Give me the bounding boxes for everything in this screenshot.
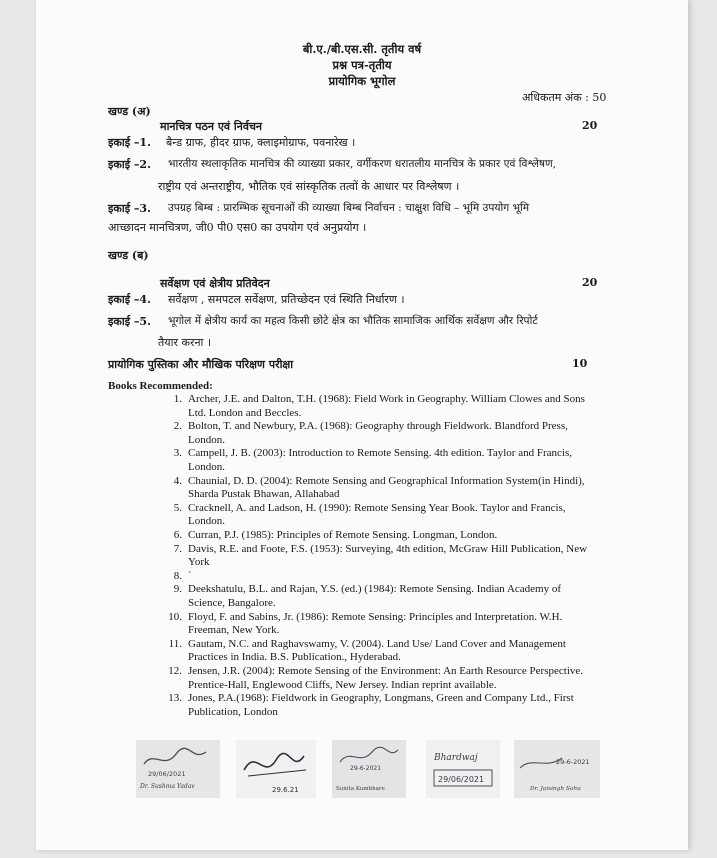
book-text-line: Deekshatulu, B.L. and Rajan, Y.S. (ed.) (1984): Remote Sensing. Indian Academy of [188, 583, 562, 596]
section-a-marks: 20 [582, 119, 598, 132]
book-text-line: Davis, R.E. and Foote, F.S. (1953): Surveying, 4th edition, McGraw Hill Publication, New [188, 542, 588, 555]
signature-4-date: 29/06/2021 [438, 775, 485, 784]
book-number: 9. [173, 583, 182, 596]
signature-5-date: 29-6-2021 [556, 758, 590, 766]
unit-3-text-line1: उपग्रह बिम्ब : प्रारम्भिक सूचनाओं की व्याख्या बिम्ब निर्वाचन : चाक्षुश विधि – भूमि उपयोग भूमि [168, 202, 530, 214]
unit-2-text-line2: राष्ट्रीय एवं अन्तराष्ट्रीय, भौतिक एवं सांस्कृतिक तत्वों के आधार पर विश्लेषण । [158, 180, 460, 193]
header-line1: बी.ए./बी.एस.सी. तृतीय वर्ष [302, 42, 422, 56]
unit-1-label: इकाई –1. [108, 136, 151, 149]
unit-2-label: इकाई –2. [108, 158, 151, 171]
signature-3-date: 29-6-2021 [350, 765, 382, 772]
books-heading: Books Recommended: [108, 380, 213, 392]
unit-5-text-line2: तैयार करना । [158, 336, 212, 349]
book-number: 2. [173, 420, 182, 433]
book-text-line: Science, Bangalore. [188, 596, 276, 609]
book-text-line: Prentice-Hall, Englewood Cliffs, New Jersey. Indian reprint available. [188, 678, 497, 691]
max-marks: अधिकतम अंक : 50 [522, 91, 607, 104]
signature-5 [514, 740, 600, 798]
section-b-marks: 20 [582, 276, 598, 289]
book-number: 12. [168, 665, 182, 677]
book-number: 7. [173, 542, 182, 555]
book-text-line: London. [188, 515, 225, 528]
book-number: 3. [173, 447, 182, 460]
book-text-line: Jones, P.A.(1968): Fieldwork in Geography, Longmans, Green and Company Ltd., First [188, 692, 574, 705]
practical-marks: 10 [572, 357, 588, 370]
book-number: 11. [168, 637, 182, 650]
unit-1-text: बैन्ड ग्राफ, हीदर ग्राफ, क्लाइमोग्राफ, पवनारेख । [166, 136, 356, 149]
unit-3-label: इकाई –3. [108, 202, 151, 215]
section-a-label: खण्ड (अ) [108, 105, 151, 118]
book-number: 4. [173, 474, 182, 487]
book-text-line: Bolton, T. and Newbury, P.A. (1968): Geography through Fieldwork. Blandford Press, [188, 420, 568, 433]
book-text-line: Archer, J.E. and Dalton, T.H. (1968): Field Work in Geography. William Clowes and Sons [188, 393, 585, 405]
book-text-line: York [188, 556, 210, 569]
book-text-line: Floyd, F. and Sabins, Jr. (1986): Remote Sensing: Principles and Interpretation. W.H. [188, 610, 563, 623]
book-text-line: Gautam, N.C. and Raghavswamy, V. (2004). Land Use/ Land Cover and Management [188, 637, 566, 650]
book-text-line: London. [188, 433, 225, 446]
book-text-line: Campell, J. B. (2003): Introduction to Remote Sensing. 4th edition. Taylor and Francis, [188, 447, 572, 460]
book-text-line: Publication, London [188, 705, 278, 718]
book-text-line: Practices in India. B.S. Publication., Hyderabad. [188, 651, 401, 664]
signature-3 [332, 740, 406, 798]
section-a-title: मानचित्र पठन एवं निर्वचन [160, 120, 263, 133]
book-number: 8. [173, 569, 182, 582]
book-text-line: Jensen, J.R. (2004): Remote Sensing of the Environment: An Earth Resource Perspective. [188, 665, 584, 677]
practical-title: प्रायोगिक पुस्तिका और मौखिक परिक्षण परीक्षा [108, 358, 294, 371]
header-line3: प्रायोगिक भूगोल [328, 74, 396, 88]
signature-4-name: Bhardwaj [434, 753, 478, 763]
unit-3-text-line2: आच्छादन मानचित्रण, जी0 पी0 एस0 का उपयोग एवं अनुप्रयोग । [108, 221, 367, 234]
unit-5-label: इकाई –5. [108, 315, 151, 328]
signature-1-name: Dr. Sushma Yadav [140, 783, 195, 790]
signature-1 [136, 740, 220, 798]
book-text-line: Curran, P.J. (1985): Principles of Remote Sensing. Longman, London. [188, 529, 498, 541]
signature-4 [426, 740, 500, 798]
unit-2-text-line1: भारतीय स्थलाकृतिक मानचित्र की व्याख्या प्रकार, वर्गीकरण धरातलीय मानचित्र के प्रकार एवं विश्लेषण, [168, 158, 557, 170]
book-number: 13. [168, 692, 182, 705]
unit-4-text: सर्वेक्षण , समपटल सर्वेक्षण, प्रतिच्छेदन एवं स्थिति निर्धारण । [168, 293, 405, 306]
signature-3-name: Sunita Kumbhare [336, 786, 385, 792]
book-text-line: London. [188, 460, 225, 473]
signature-1-date: 29/06/2021 [148, 770, 186, 778]
signature-2 [236, 740, 316, 798]
signature-row [136, 740, 616, 800]
book-number: 5. [173, 501, 182, 514]
book-text-line: Cracknell, A. and Ladson, H. (1990): Remote Sensing Year Book. Taylor and Francis, [188, 501, 566, 514]
document-page [36, 0, 688, 850]
book-text-line: Chaunial, D. D. (2004): Remote Sensing and Geographical Information System(in Hindi), [188, 474, 585, 487]
book-text-line: ` [188, 569, 192, 582]
book-number: 10. [168, 610, 182, 623]
unit-5-text-line1: भूगोल में क्षेत्रीय कार्य का महत्व किसी छोटे क्षेत्र का भौतिक सामाजिक आर्थिक सर्वेक्षण और रिपोर्ट [168, 315, 538, 327]
book-number: 1. [173, 393, 182, 405]
section-b-label: खण्ड (ब) [108, 249, 149, 262]
signature-5-name: Dr. Jaisingh Sahu [530, 786, 581, 792]
book-text-line: Freeman, New York. [188, 624, 280, 637]
book-text-line: Ltd. London and Beccles. [188, 406, 302, 419]
unit-4-label: इकाई –4. [108, 293, 151, 306]
signature-2-date: 29.6.21 [272, 786, 299, 794]
book-number: 6. [173, 529, 182, 541]
book-text-line: Sharda Pustak Bhawan, Allahabad [188, 488, 340, 501]
section-b-title: सर्वेक्षण एवं क्षेत्रीय प्रतिवेदन [160, 277, 270, 290]
header-line2: प्रश्न पत्र-तृतीय [332, 58, 392, 72]
